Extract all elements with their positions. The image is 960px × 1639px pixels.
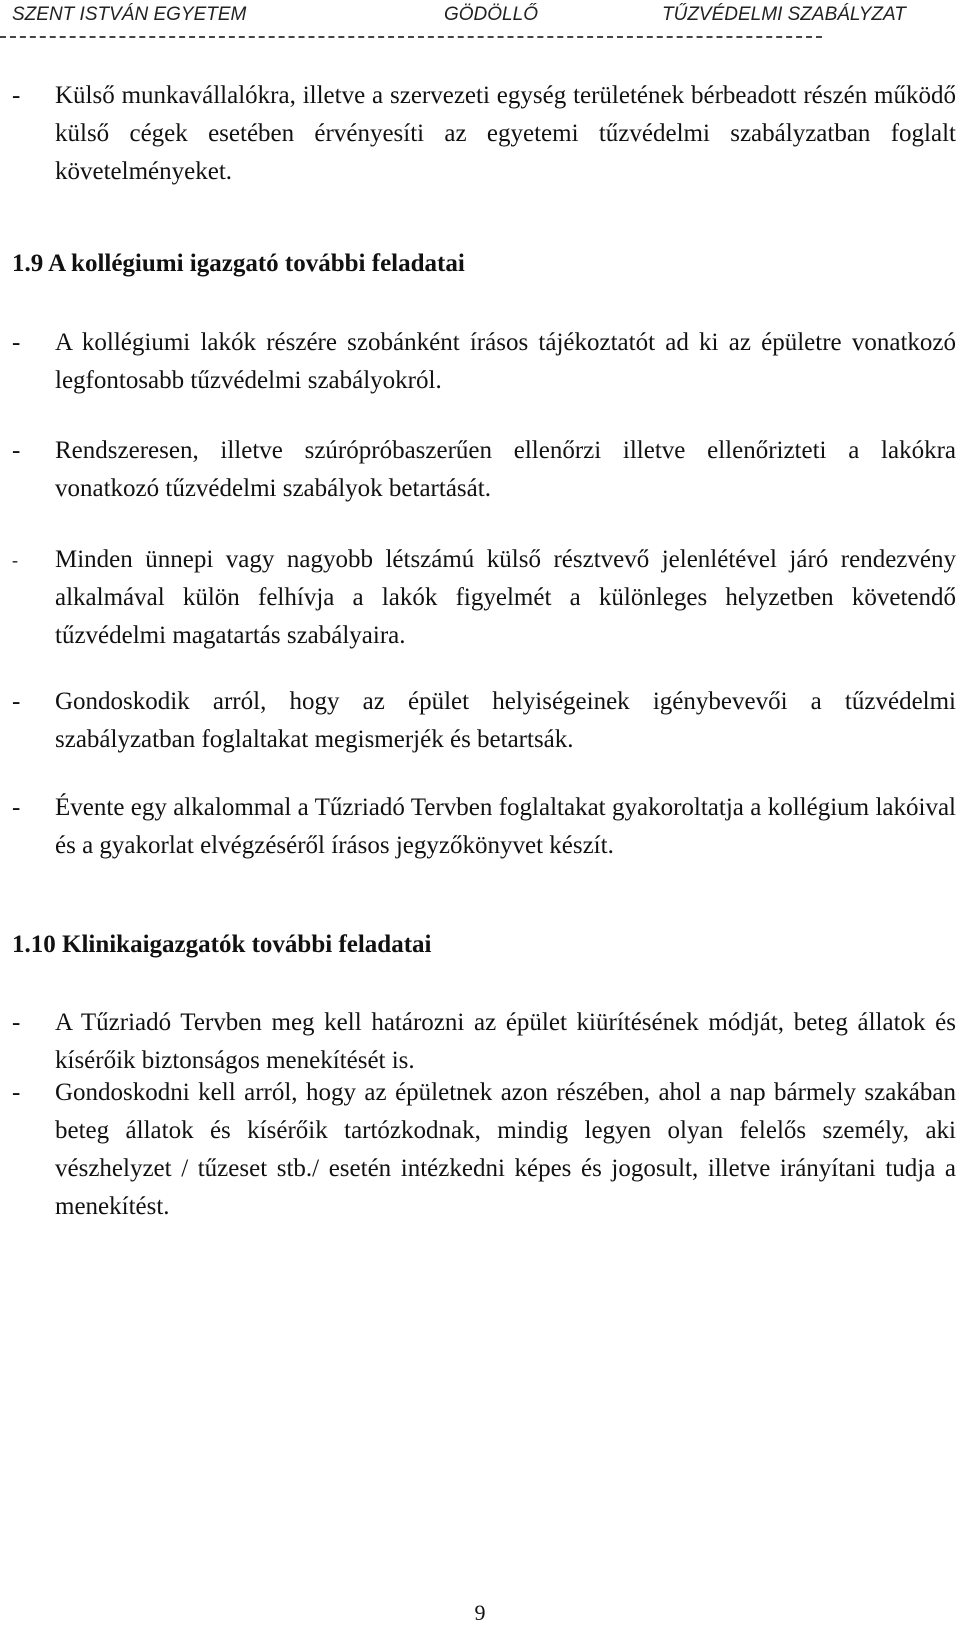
list-item (12, 1074, 956, 1226)
list-item-text: A kollégiumi lakók részére szobánként írásos tájékoztatót ad ki az épületre vonatkozó legfontosabb tűzvédelmi szabályokról. (55, 329, 956, 394)
list-item-text: Rendszeresen, illetve szúrópróbaszerűen ellenőrzi illetve ellenőrizteti a lakókra vonatkozó tűzvédelmi szabályok betartását. (55, 437, 956, 502)
list-item (12, 541, 956, 655)
list-dash: - (12, 794, 21, 821)
list-item-text: Gondoskodni kell arról, hogy az épületnek azon részében, ahol a nap bármely szakában beteg állatok és kísérőik tartózkodnak, mindig legyen olyan felelős személy, aki vészhelyzet / tűzeset stb./ esetén intézkedni képes és jogosult, illetve irányítani tudja a menekítést. (55, 1079, 956, 1220)
header-divider (0, 36, 822, 38)
list-item (12, 324, 956, 400)
list-item (12, 789, 956, 865)
list-item-text: Minden ünnepi vagy nagyobb létszámú külső résztvevő jelenlétével járó rendezvény alkalmával külön felhívja a lakók figyelmét a különleges helyzetben követendő tűzvédelmi magatartás szabályaira. (55, 546, 956, 649)
list-item (12, 1004, 956, 1080)
list-item (12, 77, 956, 191)
page-header (0, 4, 960, 30)
list-dash: - (12, 437, 21, 464)
section-heading-1-10: 1.10 Klinikaigazgatók további feladatai (12, 931, 432, 958)
header-document-title: TŰZVÉDELMI SZABÁLYZAT (662, 4, 906, 25)
list-item-text: A Tűzriadó Tervben meg kell határozni az épület kiürítésének módját, beteg állatok és kísérőik biztonságos menekítését is. (55, 1009, 956, 1074)
list-item (12, 432, 956, 508)
list-dash: - (12, 550, 18, 570)
list-dash: - (12, 688, 21, 715)
list-dash: - (12, 329, 21, 356)
page-number: 9 (474, 1600, 486, 1625)
list-dash: - (12, 1009, 21, 1036)
section-heading-1-9: 1.9 A kollégiumi igazgató további feladatai (12, 250, 465, 277)
list-item-text: Évente egy alkalommal a Tűzriadó Tervben foglaltakat gyakoroltatja a kollégium lakóival és a gyakorlat elvégzéséről írásos jegyzőkönyvet készít. (55, 794, 956, 859)
header-city: GÖDÖLLŐ (444, 4, 538, 25)
list-item-text: Külső munkavállalókra, illetve a szervezeti egység területének bérbeadott részén működő külső cégek esetében érvényesíti az egyetemi tűzvédelmi szabályzatban foglalt követelményeket. (55, 82, 956, 185)
list-dash: - (12, 82, 21, 109)
list-dash: - (12, 1079, 21, 1106)
list-item-text: Gondoskodik arról, hogy az épület helyiségeinek igénybevevői a tűzvédelmi szabályzatban foglaltakat megismerjék és betartsák. (55, 688, 956, 753)
list-item (12, 683, 956, 759)
header-university: SZENT ISTVÁN EGYETEM (12, 4, 247, 25)
